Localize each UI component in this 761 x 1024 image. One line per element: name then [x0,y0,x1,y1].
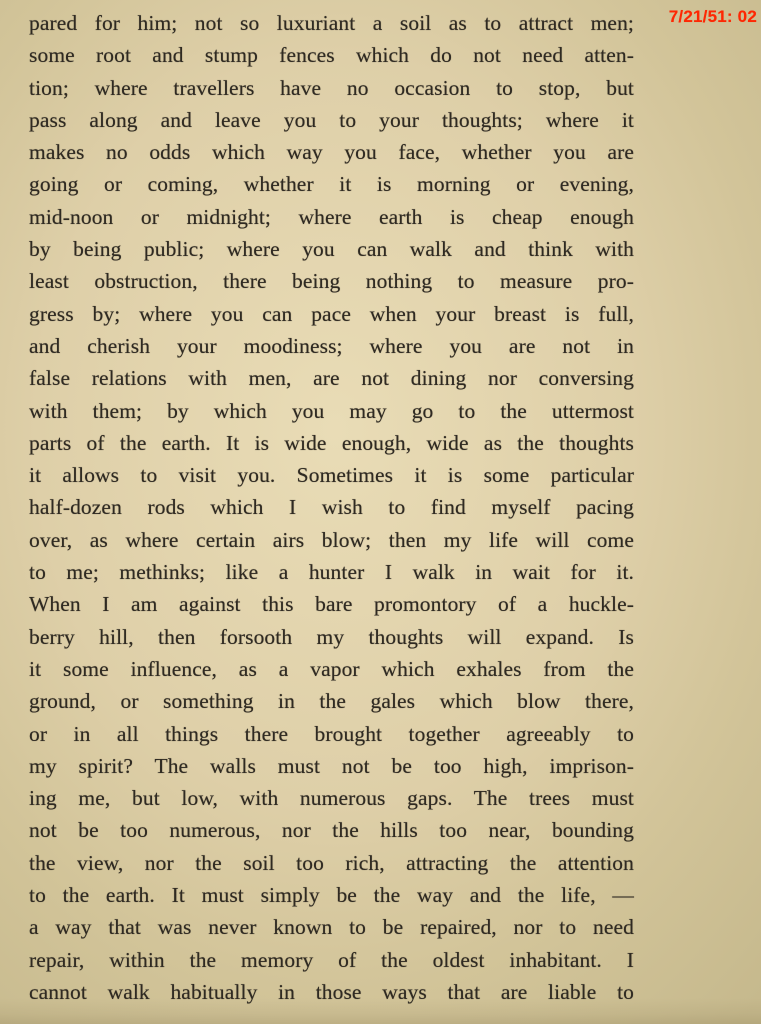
text-line: mid-noon or midnight; where earth is cheap enough [29,204,634,229]
text-line: parts of the earth. It is wide enough, wide as the thoughts [29,430,634,455]
text-line: cannot walk habitually in those ways that are liable to [29,979,634,1004]
text-line: it allows to visit you. Sometimes it is some particular [29,463,634,488]
text-line: my spirit? The walls must not be too high, imprison- [29,753,634,778]
text-line: or in all things there brought together agreeably to [29,721,634,746]
text-line: repair, within the memory of the oldest inhabitant. I [29,947,634,972]
text-line: going or coming, whether it is morning or evening, [29,172,634,197]
text-line: to me; methinks; like a hunter I walk in wait for it. [29,560,634,585]
text-line: least obstruction, there being nothing to measure pro- [29,269,634,294]
text-line: false relations with men, are not dining nor conversing [29,366,634,391]
text-line: When I am against this bare promontory of a huckle- [29,592,634,617]
timestamp-overlay: 7/21/51: 02 [668,7,757,26]
text-line: to the earth. It must simply be the way and the life, — [29,883,634,908]
text-line: it some influence, as a vapor which exhales from the [29,656,634,681]
text-line: gress by; where you can pace when your breast is full, [29,301,634,326]
text-line: makes no odds which way you face, whether you are [29,140,634,165]
text-line: some root and stump fences which do not need atten- [29,43,634,68]
text-line: with them; by which you may go to the uttermost [29,398,634,423]
text-line: by being public; where you can walk and think with [29,237,634,262]
text-line: pared for him; not so luxuriant a soil as to attract men; [29,11,634,35]
text-line: tion; where travellers have no occasion to stop, but [29,75,634,100]
text-line: not be too numerous, nor the hills too near, bounding [29,818,634,843]
text-line: the view, nor the soil too rich, attracting the attention [29,850,634,875]
text-line: a way that was never known to be repaired, nor to need [29,915,634,940]
text-line: and cherish your moodiness; where you are not in [29,333,634,358]
text-line: over, as where certain airs blow; then my life will come [29,527,634,552]
text-line: pass along and leave you to your thoughts; where it [29,107,634,132]
text-line: ing me, but low, with numerous gaps. The trees must [29,786,634,811]
text-line: ground, or something in the gales which blow there, [29,689,634,714]
page-text [29,7,634,1008]
text-line: half-dozen rods which I wish to find myself pacing [29,495,634,520]
text-line: berry hill, then forsooth my thoughts will expand. Is [29,624,634,649]
